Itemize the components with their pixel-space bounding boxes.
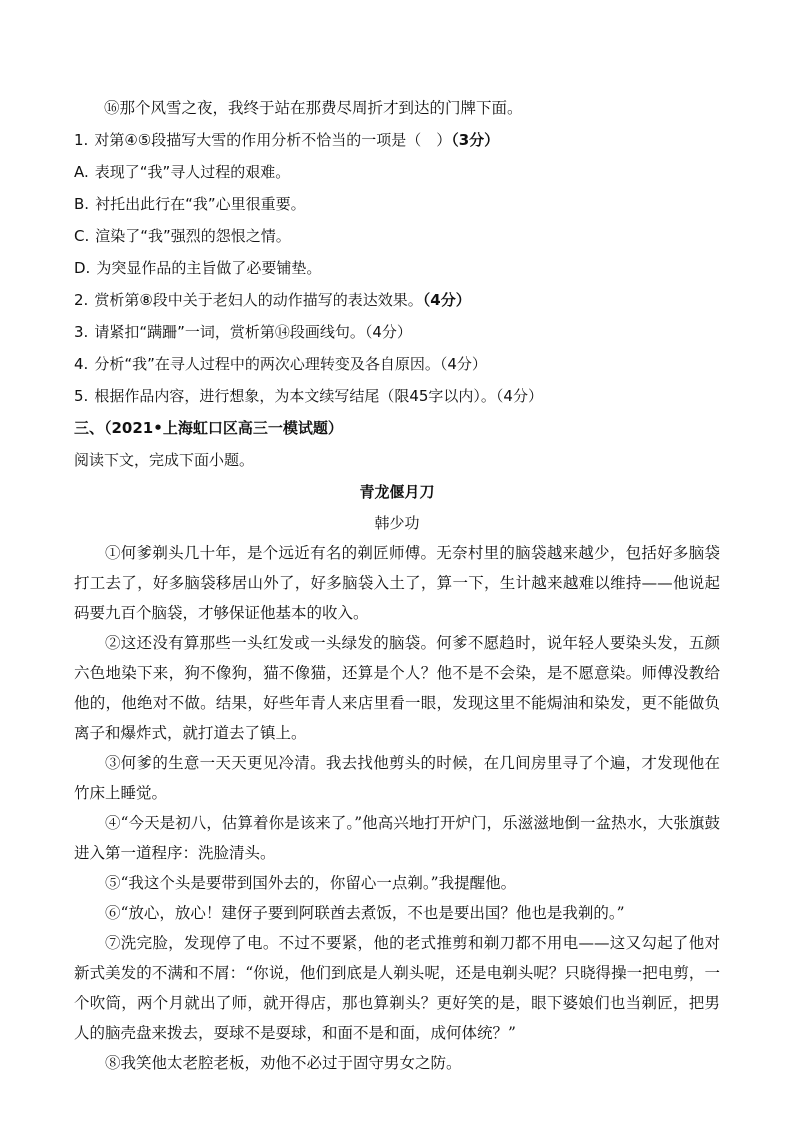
section-instruction: 阅读下文，完成下面小题。 bbox=[74, 451, 255, 469]
question-number: 2. bbox=[74, 291, 89, 309]
option-b bbox=[74, 188, 720, 220]
question-score: （4分） bbox=[422, 291, 471, 309]
question-number: 3. bbox=[74, 323, 89, 341]
question-3 bbox=[74, 316, 720, 348]
article-paragraph-6: ⑥“放心，放心！建伢子要到阿联酋去煮饭，不也是要出国？他也是我剃的。” bbox=[105, 904, 625, 922]
option-text: 为突显作品的主旨做了必要铺垫。 bbox=[96, 259, 322, 277]
question-number: 4. bbox=[74, 355, 89, 373]
question-text: 分析“我”在寻人过程中的两次心理转变及各自原因。（4分） bbox=[94, 355, 487, 373]
question-2 bbox=[74, 284, 720, 316]
question-text: 对第④⑤段描写大雪的作用分析不恰当的一项是（ ） bbox=[94, 131, 452, 149]
option-letter: D. bbox=[74, 259, 91, 277]
article-paragraph-7: ⑦洗完脸，发现停了电。不过不要紧，他的老式推剪和剃刀都不用电——这又勾起了他对新式美发的不满和不屑：“你说，他们到底是人剃头呢，还是电剃头呢？只晓得操一把电剪，一个吹筒，两个月就出了师，就开得店，那也算剃头？更好笑的是，眼下婆娘们也当剃匠，把男人的脑壳盘来拨去，耍球不是耍球，和面不是和面，成何体统？” bbox=[74, 934, 720, 1042]
question-number: 1. bbox=[74, 131, 89, 149]
article-author: 韩少功 bbox=[374, 514, 420, 532]
option-c bbox=[74, 220, 720, 252]
option-text: 渲染了“我”强烈的怨恨之情。 bbox=[95, 227, 291, 245]
question-5 bbox=[74, 380, 720, 412]
question-list bbox=[74, 124, 720, 412]
article-paragraph-4: ④“今天是初八，估算着你是该来了。”他高兴地打开炉门，乐滋滋地倒一盆热水，大张旗鼓进入第一道程序：洗脸清头。 bbox=[74, 814, 720, 862]
question-score: （3分） bbox=[451, 131, 500, 149]
option-letter: C. bbox=[74, 227, 90, 245]
article-paragraph-3: ③何爹的生意一天天更见冷清。我去找他剪头的时候，在几间房里寻了个遍，才发现他在竹床上睡觉。 bbox=[74, 754, 720, 802]
option-letter: A. bbox=[74, 163, 89, 181]
article-body bbox=[74, 538, 720, 1078]
article-paragraph-1: ①何爹剃头几十年，是个远近有名的剃匠师傅。无奈村里的脑袋越来越少，包括好多脑袋打工去了，好多脑袋移居山外了，好多脑袋入土了，算一下，生计越来越难以维持——他说起码要九百个脑袋，才够保证他基本的收入。 bbox=[74, 544, 720, 622]
article-title: 青龙偃月刀 bbox=[359, 483, 435, 501]
question-4 bbox=[74, 348, 720, 380]
question-text: 请紧扣“蹒跚”一词，赏析第⑭段画线句。（4分） bbox=[94, 323, 412, 341]
question-1 bbox=[74, 124, 720, 156]
question-number: 5. bbox=[74, 387, 89, 405]
option-a bbox=[74, 156, 720, 188]
article-paragraph-2: ②这还没有算那些一头红发或一头绿发的脑袋。何爹不愿趋时，说年轻人要染头发，五颜六色地染下来，狗不像狗，猫不像猫，还算是个人？他不是不会染，是不愿意染。师傅没教给他的，他绝对不做。结果，好些年青人来店里看一眼，发现这里不能焗油和染发，更不能做负离子和爆炸式，就打道去了镇上。 bbox=[74, 634, 720, 742]
section-heading: 三、（2021•上海虹口区高三一模试题） bbox=[74, 419, 343, 437]
question-text: 赏析第⑧段中关于老妇人的动作描写的表达效果。 bbox=[94, 291, 423, 309]
option-text: 表现了“我”寻人过程的艰难。 bbox=[94, 163, 291, 181]
option-d bbox=[74, 252, 720, 284]
option-text: 衬托出此行在“我”心里很重要。 bbox=[95, 195, 306, 213]
story-closing-paragraph: ⑯那个风雪之夜，我终于站在那费尽周折才到达的门牌下面。 bbox=[104, 99, 523, 117]
question-text: 根据作品内容，进行想象，为本文续写结尾（限45字以内）。（4分） bbox=[94, 387, 543, 405]
article-paragraph-5: ⑤“我这个头是要带到国外去的，你留心一点剃。”我提醒他。 bbox=[105, 874, 517, 892]
option-letter: B. bbox=[74, 195, 90, 213]
article-paragraph-8: ⑧我笑他太老腔老板，劝他不必过于固守男女之防。 bbox=[105, 1054, 462, 1072]
